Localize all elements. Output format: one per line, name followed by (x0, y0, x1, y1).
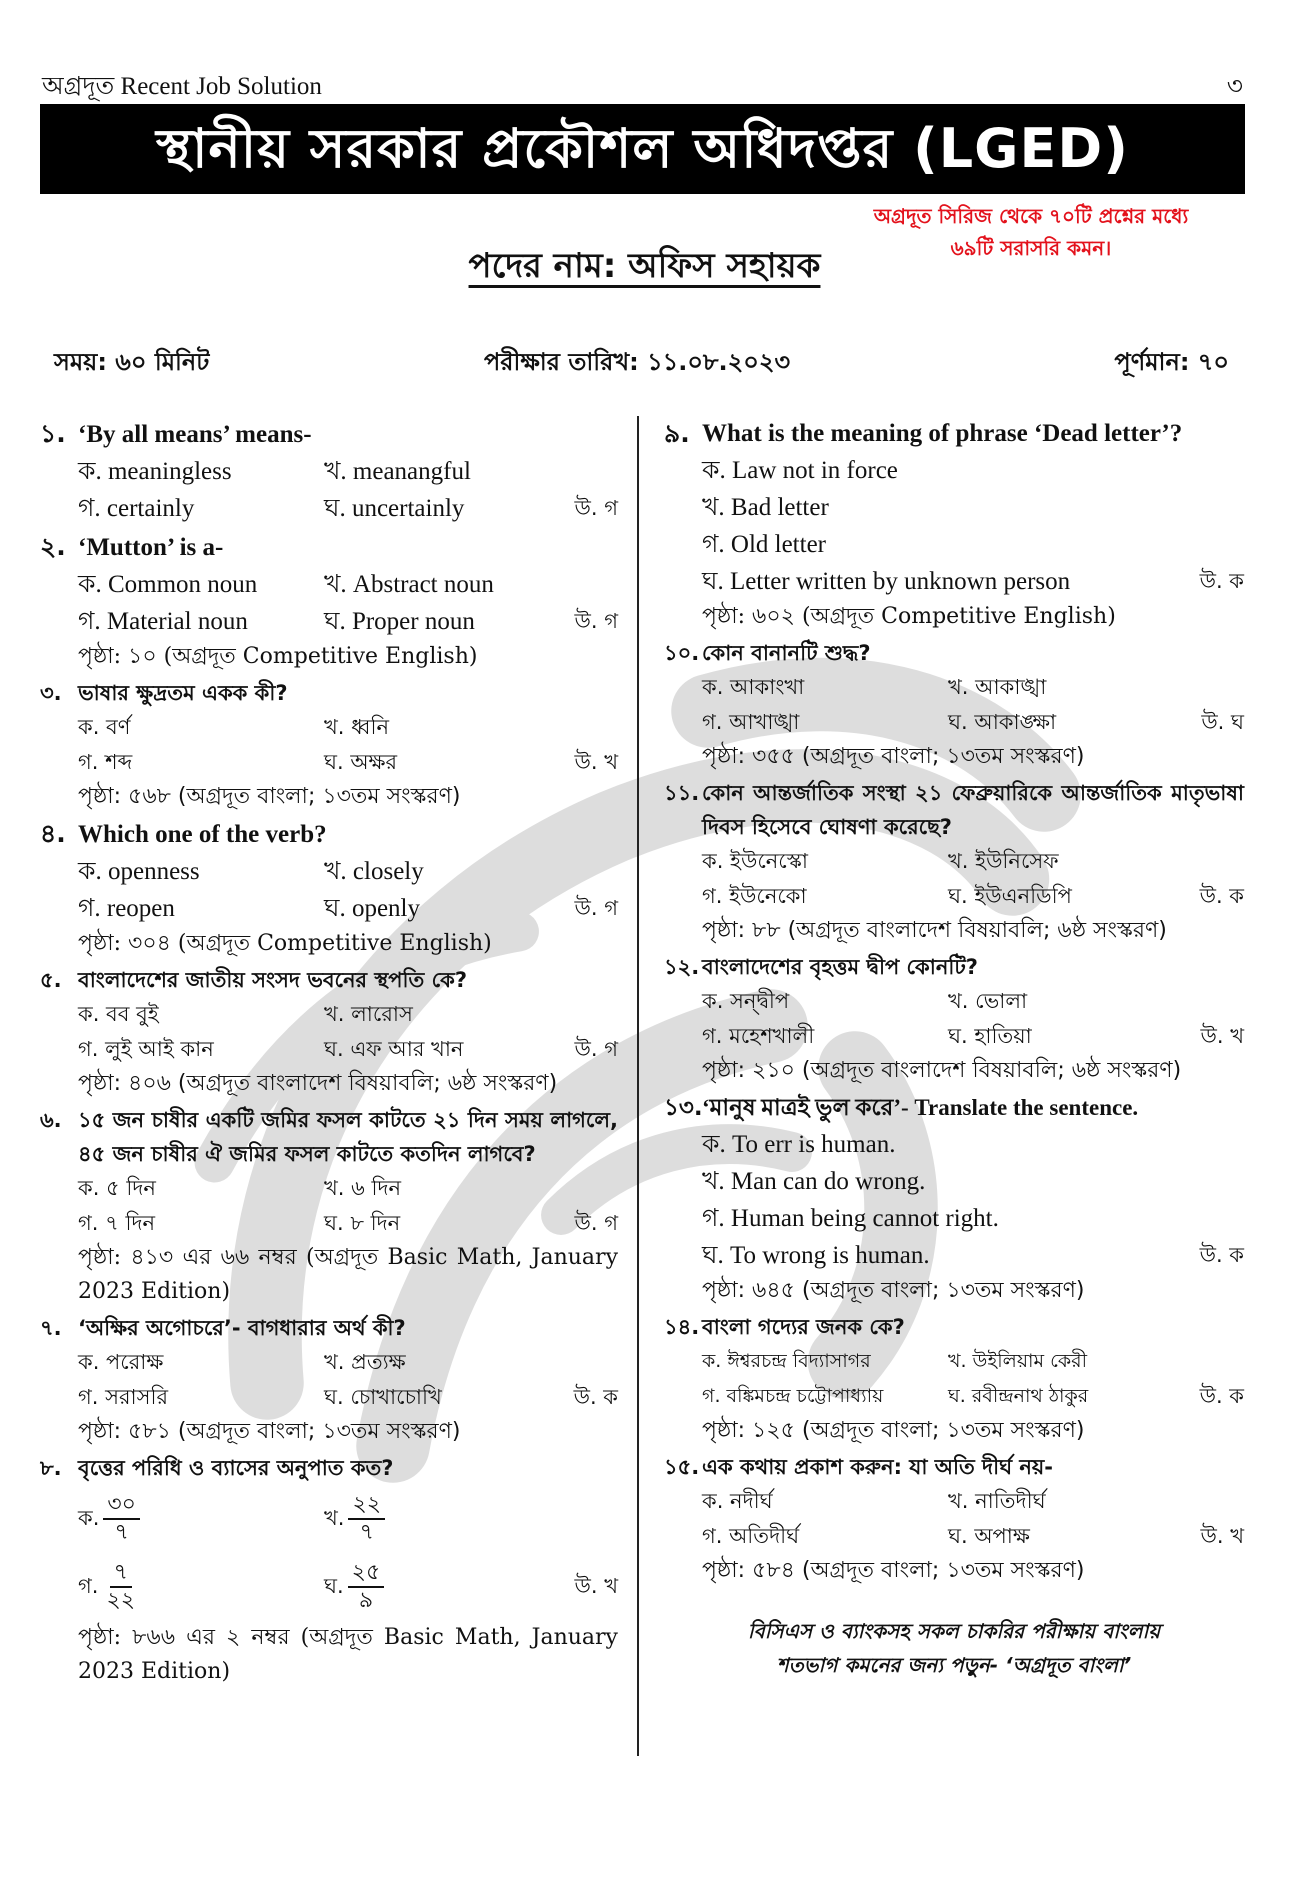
question-4 (40, 816, 618, 961)
numerator: ৩০ (103, 1492, 140, 1520)
option-c: গ. certainly (78, 495, 195, 522)
question-stem (40, 416, 618, 453)
left-column (40, 414, 618, 1689)
answer: উ. গ (574, 1037, 618, 1061)
denominator: ৯ (358, 1588, 374, 1613)
question-text: বাংলাদেশের জাতীয় সংসদ ভবনের স্থপতি কে? (78, 968, 467, 992)
option-b (702, 489, 1244, 526)
question-14 (664, 1310, 1244, 1448)
options (702, 844, 1244, 914)
question-number: ১. (40, 419, 66, 448)
common-note-line1: অগ্রদূত সিরিজ থেকে ৭০টি প্রশ্নের মধ্যে (873, 204, 1189, 228)
page-reference: পৃষ্ঠা: ৬০২ (অগ্রদূত Competitive English) (702, 604, 1116, 629)
question-stem (40, 963, 618, 997)
option-d: ঘ. openly (324, 895, 420, 922)
option-a: ক. আকাংখা (702, 675, 805, 699)
answer: উ. ক (1199, 1243, 1244, 1267)
option-c: গ. আখাঙ্খা (702, 710, 800, 734)
option-c: গ. সরাসরি (78, 1385, 169, 1409)
question-stem (664, 776, 1244, 844)
option-a: ক. সন্দ্বীপ (702, 989, 790, 1013)
option-b (324, 1485, 554, 1553)
option-a: ক. নদীর্ঘ (702, 1489, 773, 1513)
option-a: ক. Common noun (78, 571, 258, 598)
option-b: খ. meanangful (324, 458, 471, 485)
option-b: খ. Abstract noun (324, 571, 494, 598)
fraction (102, 1560, 139, 1614)
common-note-line2: ৬৯টি সরাসরি কমন। (950, 236, 1112, 260)
answer: উ. গ (574, 609, 618, 633)
option-a: ক. পরোক্ষ (78, 1350, 164, 1374)
question-number: ৫. (40, 968, 62, 992)
question-text: কোন বানানটি শুদ্ধ? (702, 641, 871, 665)
question-number: ১৩. (664, 1095, 703, 1121)
options (702, 1484, 1244, 1554)
question-9 (664, 416, 1244, 634)
question-text: বাংলাদেশের বৃহত্তম দ্বীপ কোনটি? (702, 955, 978, 979)
question-number: ৭. (40, 1316, 62, 1340)
options (78, 1171, 618, 1241)
numerator: ৭ (110, 1560, 132, 1588)
post-title (0, 240, 1289, 297)
option-a: ক. ৫ দিন (78, 1176, 156, 1200)
option-b: খ. প্রত্যক্ষ (324, 1350, 406, 1374)
question-number: ১০. (664, 641, 700, 665)
answer: উ. ক (1199, 1384, 1244, 1408)
option-d: ঘ. ইউএনডিপি (948, 884, 1072, 908)
option-b: খ. উইলিয়াম কেরী (948, 1350, 1088, 1372)
page-reference: পৃষ্ঠা: ৫৮১ (অগ্রদূত বাংলা; ১৩তম সংস্করণ) (78, 1419, 461, 1444)
question-stem (664, 416, 1244, 452)
page-reference: পৃষ্ঠা: ২১০ (অগ্রদূত বাংলাদেশ বিষয়াবলি; ৬ষ্ঠ সংস্করণ) (702, 1058, 1182, 1083)
book-title: অগ্রদূত Recent Job Solution (42, 73, 322, 100)
option-a: ক. বব বুই (78, 1002, 159, 1026)
option-d (702, 1237, 1244, 1274)
page-number: ৩ (1226, 71, 1243, 100)
option-b: খ. ভোলা (948, 989, 1028, 1013)
question-number: ১৪. (664, 1315, 700, 1339)
question-text: বৃত্তের পরিধি ও ব্যাসের অনুপাত কত? (78, 1456, 394, 1480)
question-3 (40, 676, 618, 814)
option-c: গ. ইউনেকো (702, 884, 807, 908)
question-11 (664, 776, 1244, 948)
option-d: ঘ. চোখাচোখি (324, 1385, 442, 1409)
option-b (702, 1163, 1244, 1200)
exam-info (54, 344, 1229, 380)
option-a: ক. meaningless (78, 458, 232, 485)
question-stem (40, 529, 618, 566)
answer: উ. খ (1200, 1524, 1244, 1548)
question-number: ১১. (664, 781, 700, 805)
numerator: ২২ (348, 1492, 385, 1520)
option-b: খ. লারোস (324, 1002, 413, 1026)
question-8 (40, 1451, 618, 1689)
option-c: গ. লুই আই কান (78, 1037, 214, 1061)
option-text: খ. Man can do wrong. (702, 1168, 926, 1195)
option-a (702, 452, 1244, 489)
option-text: ঘ. Letter written by unknown person (702, 568, 1071, 595)
page-reference: পৃষ্ঠা: ৫৬৮ (অগ্রদূত বাংলা; ১৩তম সংস্করণ) (78, 784, 461, 809)
promo-line1: বিসিএস ও ব্যাংকসহ সকল চাকরির পরীক্ষায় বাংলায় (747, 1619, 1161, 1643)
post-title-text: পদের নাম: অফিস সহায়ক (468, 246, 821, 286)
option-text: ঘ. To wrong is human. (702, 1242, 930, 1269)
question-text: What is the meaning of phrase ‘Dead letter’? (702, 420, 1183, 447)
question-stem (664, 636, 1244, 670)
page-reference: পৃষ্ঠা: ৪১৩ এর ৬৬ নম্বর (অগ্রদূত Basic Math, January 2023 Edition) (78, 1245, 618, 1304)
exam-time: সময়: ৬০ মিনিট (54, 348, 210, 376)
question-stem (664, 950, 1244, 984)
option-d: ঘ. আকাঙ্ক্ষা (948, 710, 1057, 734)
options (78, 1345, 618, 1415)
full-marks: পূর্ণমান: ৭০ (1114, 348, 1229, 376)
option-text: খ. Bad letter (702, 494, 829, 521)
fraction (348, 1492, 385, 1546)
question-13 (664, 1090, 1244, 1308)
question-stem (664, 1090, 1244, 1126)
option-b: খ. নাতিদীর্ঘ (948, 1489, 1046, 1513)
option-b: খ. আকাঙ্খা (948, 675, 1047, 699)
question-1 (40, 416, 618, 527)
question-number: ১২. (664, 955, 700, 979)
question-10 (664, 636, 1244, 774)
question-number: ১৫. (664, 1455, 700, 1479)
question-text: ‘অক্ষির অগোচরে’- বাগধারার অর্থ কী? (78, 1316, 406, 1340)
options (702, 984, 1244, 1054)
option-d: ঘ. অক্ষর (324, 750, 398, 774)
option-a: ক. বর্ণ (78, 715, 131, 739)
question-text: বাংলা গদ্যের জনক কে? (702, 1315, 905, 1339)
question-text: ‘Mutton’ is a- (78, 534, 224, 561)
numerator: ২৫ (348, 1560, 385, 1588)
answer: উ. গ (574, 496, 618, 520)
option-label: ক. (78, 1505, 100, 1530)
option-c (702, 1200, 1244, 1237)
page-reference: পৃষ্ঠা: ৩০৪ (অগ্রদূত Competitive English) (78, 931, 492, 956)
question-5 (40, 963, 618, 1101)
fraction (103, 1492, 140, 1546)
fraction (348, 1560, 385, 1614)
option-c: গ. অতিদীর্ঘ (702, 1524, 800, 1548)
column-divider (637, 416, 639, 1756)
answer: উ. ক (1199, 884, 1244, 908)
answer: উ. ক (573, 1385, 618, 1409)
option-d: ঘ. হাতিয়া (948, 1024, 1032, 1048)
option-a (702, 1126, 1244, 1163)
page-reference: পৃষ্ঠা: ৬৪৫ (অগ্রদূত বাংলা; ১৩তম সংস্করণ) (702, 1278, 1085, 1303)
options (702, 670, 1244, 740)
option-a: ক. openness (78, 858, 200, 885)
right-column (664, 414, 1244, 1682)
options (78, 710, 618, 780)
question-7 (40, 1311, 618, 1449)
question-text: ‘By all means’ means- (78, 421, 312, 448)
page-reference: পৃষ্ঠা: ৮৮ (অগ্রদূত বাংলাদেশ বিষয়াবলি; ৬ষ্ঠ সংস্করণ) (702, 918, 1167, 943)
option-c (78, 1553, 324, 1621)
page-reference: পৃষ্ঠা: ১২৫ (অগ্রদূত বাংলা; ১৩তম সংস্করণ) (702, 1418, 1085, 1443)
question-2 (40, 529, 618, 674)
option-d: ঘ. Proper noun (324, 608, 475, 635)
question-stem (664, 1310, 1244, 1344)
option-text: গ. Old letter (702, 531, 826, 558)
option-c: গ. শব্দ (78, 750, 133, 774)
option-b: খ. closely (324, 858, 424, 885)
question-number: ৬. (40, 1108, 62, 1132)
page-reference: পৃষ্ঠা: ৩৫৫ (অগ্রদূত বাংলা; ১৩তম সংস্করণ) (702, 744, 1085, 769)
question-text: কোন আন্তর্জাতিক সংস্থা ২১ ফেব্রুয়ারিকে আন্তর্জাতিক মাতৃভাষা দিবস হিসেবে ঘোষণা করেছে? (702, 781, 1244, 839)
question-text: এক কথায় প্রকাশ করুন: যা অতি দীর্ঘ নয়- (702, 1455, 1053, 1479)
option-text: গ. Human being cannot right. (702, 1205, 999, 1232)
option-text: ক. Law not in force (702, 457, 898, 484)
answer: উ. খ (1200, 1024, 1244, 1048)
running-header (42, 66, 1247, 102)
denominator: ৭ (359, 1520, 374, 1545)
answer: উ. ক (1199, 569, 1244, 593)
option-d: ঘ. ৮ দিন (324, 1211, 401, 1235)
option-label: গ. (78, 1573, 99, 1598)
option-c: গ. ৭ দিন (78, 1211, 156, 1235)
options (702, 1344, 1244, 1414)
option-a: ক. ইউনেস্কো (702, 849, 808, 873)
option-b: খ. ইউনিসেফ (948, 849, 1059, 873)
question-number: ২. (40, 532, 66, 561)
question-number: ৮. (40, 1456, 62, 1480)
option-b: খ. ৬ দিন (324, 1176, 402, 1200)
option-text: ক. To err is human. (702, 1131, 896, 1158)
page-reference: পৃষ্ঠা: ৪০৬ (অগ্রদূত বাংলাদেশ বিষয়াবলি; ৬ষ্ঠ সংস্করণ) (78, 1071, 558, 1096)
title-banner: স্থানীয় সরকার প্রকৌশল অধিদপ্তর (LGED) (40, 104, 1245, 194)
option-c: গ. মহেশখালী (702, 1024, 815, 1048)
question-number: ৪. (40, 819, 66, 848)
answer: উ. ঘ (1201, 710, 1244, 734)
question-stem (664, 1450, 1244, 1484)
promo-text (664, 1614, 1244, 1682)
option-c: গ. বঙ্কিমচন্দ্র চট্টোপাধ্যায় (702, 1385, 884, 1407)
option-d (324, 1553, 554, 1621)
option-d: ঘ. এফ আর খান (324, 1037, 464, 1061)
option-d: ঘ. uncertainly (324, 495, 465, 522)
answer: উ. খ (574, 1573, 618, 1598)
question-stem (40, 816, 618, 853)
denominator: ২২ (106, 1588, 136, 1613)
option-a (78, 1485, 324, 1553)
page-reference: পৃষ্ঠা: ৮৬৬ এর ২ নম্বর (অগ্রদূত Basic Math, January 2023 Edition) (78, 1625, 618, 1684)
option-label: খ. (324, 1505, 345, 1530)
question-number: ৩. (40, 681, 62, 705)
option-c: গ. reopen (78, 895, 175, 922)
question-number: ৯. (664, 419, 690, 448)
question-stem (40, 1451, 618, 1485)
option-d: ঘ. অপাক্ষ (948, 1524, 1030, 1548)
question-text: ‘মানুষ মাত্রই ভুল করে’- Translate the sentence. (702, 1095, 1139, 1120)
options (78, 997, 618, 1067)
page-reference: পৃষ্ঠা: ৫৮৪ (অগ্রদূত বাংলা; ১৩তম সংস্করণ) (702, 1558, 1085, 1583)
denominator: ৭ (114, 1520, 129, 1545)
promo-line2: শতভাগ কমনের জন্য পড়ুন- ‘অগ্রদূত বাংলা’ (776, 1653, 1132, 1677)
option-d: ঘ. রবীন্দ্রনাথ ঠাকুর (948, 1385, 1089, 1407)
options (78, 853, 618, 927)
question-12 (664, 950, 1244, 1088)
exam-date: পরীক্ষার তারিখ: ১১.০৮.২০২৩ (484, 348, 791, 376)
option-d (702, 563, 1244, 600)
question-text: Which one of the verb? (78, 821, 327, 848)
option-a: ক. ঈশ্বরচন্দ্র বিদ্যাসাগর (702, 1350, 871, 1372)
answer: উ. গ (574, 896, 618, 920)
option-b: খ. ধ্বনি (324, 715, 390, 739)
options (78, 1485, 618, 1621)
question-15 (664, 1450, 1244, 1588)
answer: উ. গ (574, 1211, 618, 1235)
question-6 (40, 1103, 618, 1309)
question-text: ভাষার ক্ষুদ্রতম একক কী? (78, 681, 288, 705)
options (78, 453, 618, 527)
answer: উ. খ (574, 750, 618, 774)
option-c (702, 526, 1244, 563)
options (78, 566, 618, 640)
page-reference: পৃষ্ঠা: ১০ (অগ্রদূত Competitive English) (78, 644, 478, 669)
option-label: ঘ. (324, 1573, 344, 1598)
question-stem (40, 1311, 618, 1345)
question-stem (40, 1103, 618, 1171)
question-text: ১৫ জন চাষীর একটি জমির ফসল কাটতে ২১ দিন সময় লাগলে, ৪৫ জন চাষীর ঐ জমির ফসল কাটতে কতদিন লাগবে? (78, 1108, 618, 1166)
option-c: গ. Material noun (78, 608, 248, 635)
question-stem (40, 676, 618, 710)
